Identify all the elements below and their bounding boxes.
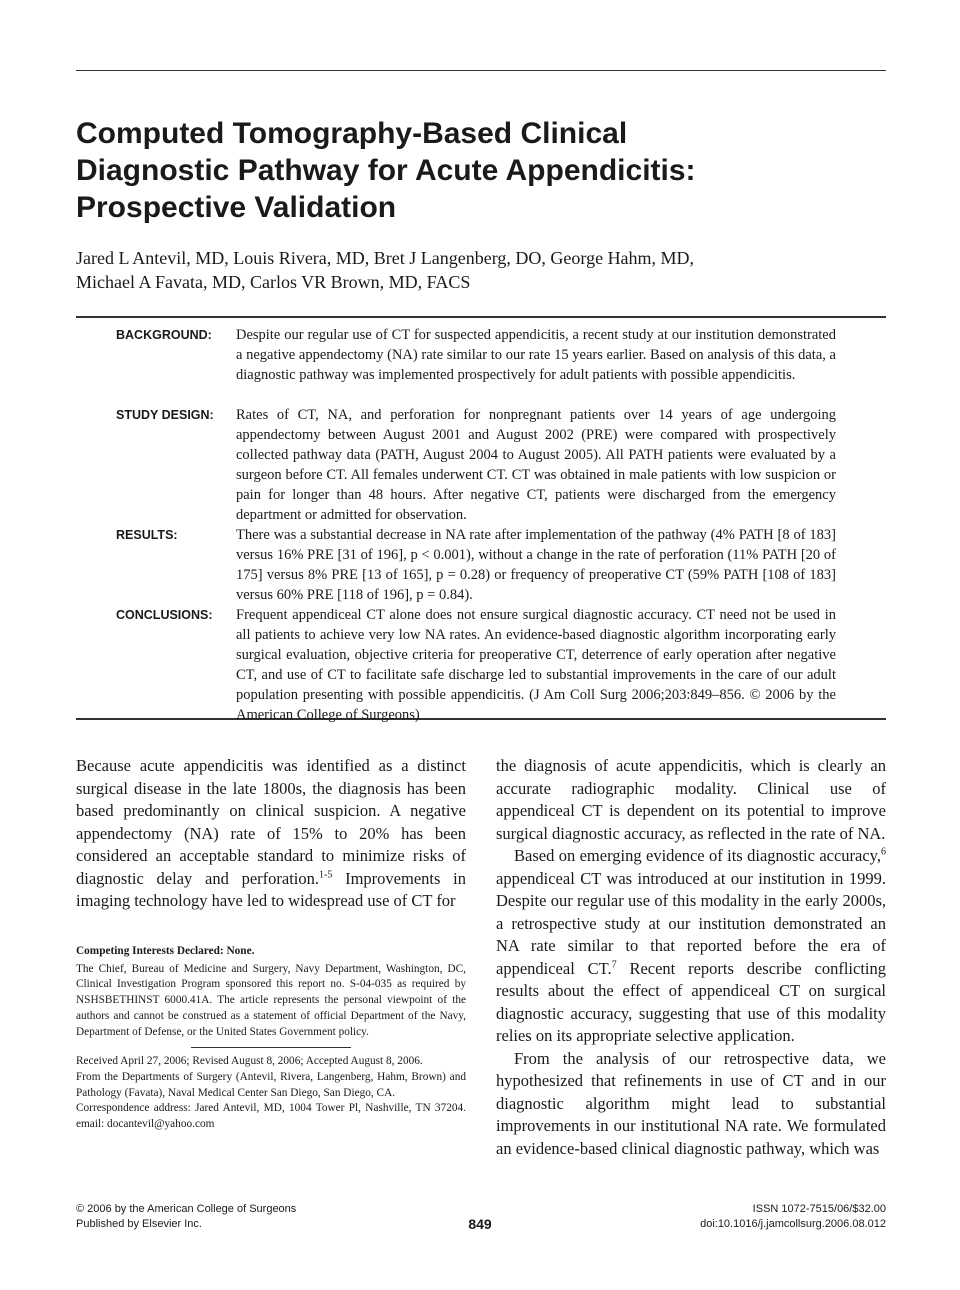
issn-text: ISSN 1072-7515/06/$32.00 (752, 1203, 886, 1215)
footnote-rule (191, 1047, 351, 1048)
publisher-text: Published by Elsevier Inc. (76, 1218, 202, 1230)
citation-ref: 6 (881, 846, 886, 858)
study-design-text: Rates of CT, NA, and perforation for nonpregnant patients over 14 years of age undergoing appendectomy between August 2001 and August 2002 (PRE) were compared with prospectively collected pathway data (PATH, August 2004 to August 2005). All PATH patients were evaluated by a surgeon before CT. All females underwent CT. CT was obtained in male patients with low suspicion or pain for longer than 48 hours. After negative CT, patients were discharged from the emergency department or admitted for observation. (236, 407, 836, 523)
authors-line-2: Michael A Favata, MD, Carlos VR Brown, MD, FACS (76, 272, 471, 292)
conclusions-label: CONCLUSIONS: (116, 608, 213, 622)
article-title (76, 115, 876, 226)
results-label: RESULTS: (116, 528, 178, 542)
body-text: appendiceal CT was introduced at our institution in 1999. Despite our regular use of this modality in the early 2000s, a retrospective study at our institution demonstrated an NA rate similar to that reported before the era of appendiceal CT. (496, 868, 886, 978)
body-paragraph: From the analysis of our retrospective data, we hypothesized that refinements in use of CT and in our diagnostic algorithm might lead to substantial improvements in our institutional NA rate. We formulated an evidence-based clinical diagnostic pathway, which was (496, 1048, 886, 1158)
competing-interests: Competing Interests Declared: None. (76, 945, 255, 957)
study-design-label: STUDY DESIGN: (116, 408, 214, 422)
author-list (76, 246, 886, 294)
authors-line-1: Jared L Antevil, MD, Louis Rivera, MD, Bret J Langenberg, DO, George Hahm, MD, (76, 248, 695, 268)
received-dates: Received April 27, 2006; Revised August 8, 2006; Accepted August 8, 2006. (76, 1055, 423, 1068)
footnotes (76, 944, 466, 1133)
affiliation-note: From the Departments of Surgery (Antevil, Rivera, Langenberg, Hahm, Brown) and Pathology (Favata), Naval Medical Center San Diego, San Diego, CA. (76, 1070, 466, 1099)
abstract-box (76, 316, 886, 723)
title-line-1: Computed Tomography-Based Clinical (76, 117, 628, 150)
body-text: Recent reports describe conflicting results about the effect of appendiceal CT on surgical diagnostic accuracy, suggesting that use of this modality relies on its appropriate selective application. (496, 958, 886, 1045)
correspondence-note: Correspondence address: Jared Antevil, MD, 1004 Tower Pl, Nashville, TN 37204. email: docantevil@yahoo.com (76, 1102, 466, 1131)
top-rule (76, 70, 886, 71)
body-text: Improvements in imaging technology have led to widespread use of CT for (76, 868, 466, 910)
copyright-text: © 2006 by the American College of Surgeons (76, 1203, 297, 1215)
conclusions-text: Frequent appendiceal CT alone does not ensure surgical diagnostic accuracy. CT need not be used in all patients to achieve very low NA rates. An evidence-based diagnostic algorithm incorporating early surgical evaluation, objective criteria for preoperative CT, deterrence of early operation after negative CT, and use of CT to facilitate safe discharge led to substantial improvements in the care of our adult population presenting with possible appendicitis. (J Am Coll Surg 2006;203:849–856. © 2006 by the American College of Surgeons) (236, 607, 836, 723)
body-text: Based on emerging evidence of its diagnostic accuracy, (514, 846, 881, 865)
page-number: 849 (468, 1216, 492, 1232)
results-text: There was a substantial decrease in NA rate after implementation of the pathway (4% PATH [8 of 183] versus 16% PRE [31 of 196], p < 0.001), without a change in the rate of perforation (11% PATH [20 of 175] versus 8% PRE [13 of 165], p = 0.28) or frequency of preoperative CT (59% PATH [108 of 183] versus 60% PRE [118 of 196], p = 0.84). (236, 527, 836, 603)
body-text: Because acute appendicitis was identified as a distinct surgical disease in the late 1800s, the diagnosis has been based predominantly on clinical suspicion. A negative appendectomy (NA) rate of 15% to 20% has been considered an acceptable standard to minimize risks of diagnostic delay and perforation. (76, 756, 466, 888)
citation-ref: 7 (611, 959, 617, 970)
citation-ref: 1-5 (319, 869, 333, 880)
disclaimer-note: The Chief, Bureau of Medicine and Surgery, Navy Department, Washington, DC, Clinical Investigation Program sponsored this report no. S-04-035 as required by NSHSBETHINST 6000.41A. The article represents the personal viewpoint of the authors and cannot be construed as a statement of official Department of the Navy, Department of Defense, or the United States Government policy. (76, 962, 466, 1038)
body-paragraph: the diagnosis of acute appendicitis, which is clearly an accurate radiographic modality. Clinical use of appendiceal CT is dependent on its potential to improve surgical diagnostic accuracy, as reflected in the rate of NA. (496, 756, 886, 843)
title-line-3: Prospective Validation (76, 191, 397, 224)
body-paragraph (76, 755, 466, 913)
title-line-2: Diagnostic Pathway for Acute Appendicitis: (76, 154, 696, 187)
body-column-left (76, 755, 466, 913)
body-column-right (496, 755, 886, 1160)
background-label: BACKGROUND: (116, 328, 212, 342)
footer-right (700, 1202, 886, 1232)
background-text: Despite our regular use of CT for suspected appendicitis, a recent study at our institution demonstrated a negative appendectomy (NA) rate similar to our rate 15 years earlier. Based on analysis of this data, a diagnostic pathway was implemented prospectively for adult patients with possible appendicitis. (236, 327, 836, 383)
body-paragraph (496, 845, 886, 1048)
doi-text: doi:10.1016/j.jamcollsurg.2006.08.012 (700, 1218, 886, 1230)
